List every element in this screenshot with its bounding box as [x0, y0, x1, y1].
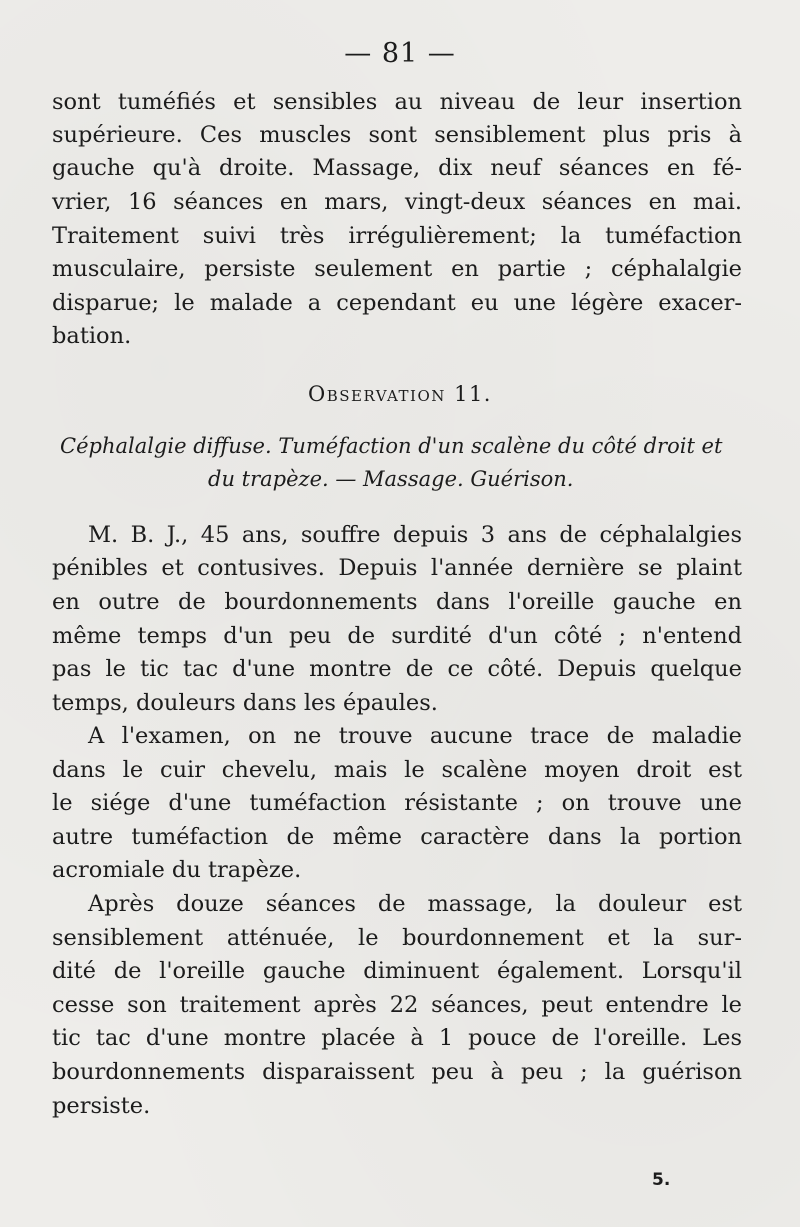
text-line: le siége d'une tuméfaction résistante ; on trouve une	[52, 790, 742, 816]
text-line: en outre de bourdonnements dans l'oreille gauche en	[52, 589, 742, 615]
text-line: tic tac d'une montre placée à 1 pouce de l'oreille. Les	[52, 1025, 742, 1051]
observation-subtitle-line: du trapèze. — Massage. Guérison.	[208, 467, 574, 491]
text-line: M. B. J., 45 ans, souffre depuis 3 ans de céphalalgies	[88, 522, 742, 548]
text-line: Traitement suivi très irrégulièrement; la tuméfaction	[52, 223, 742, 249]
text-line: dans le cuir chevelu, mais le scalène moyen droit est	[52, 757, 742, 783]
text-line: A l'examen, on ne trouve aucune trace de maladie	[88, 723, 742, 749]
text-line: sont tuméfiés et sensibles au niveau de leur insertion	[52, 89, 742, 115]
text-line: pénibles et contusives. Depuis l'année dernière se plaint	[52, 555, 742, 581]
text-line: supérieure. Ces muscles sont sensiblement plus pris à	[52, 122, 742, 148]
text-line: bation.	[52, 323, 132, 349]
observation-heading: Observation 11.	[308, 382, 492, 406]
text-line: persiste.	[52, 1093, 151, 1119]
text-line: cesse son traitement après 22 séances, peut entendre le	[52, 992, 742, 1018]
text-line: musculaire, persiste seulement en partie ; céphalalgie	[52, 256, 742, 282]
text-line: même temps d'un peu de surdité d'un côté ; n'entend	[52, 623, 742, 649]
text-line: Après douze séances de massage, la douleur est	[88, 891, 742, 917]
text-line: temps, douleurs dans les épaules.	[52, 690, 438, 716]
text-line: sensiblement atténuée, le bourdonnement et la sur-	[52, 925, 742, 951]
signature-mark: 5.	[652, 1170, 671, 1190]
text-line: acromiale du trapèze.	[52, 857, 302, 883]
text-line: disparue; le malade a cependant eu une légère exacer-	[52, 290, 742, 316]
text-line: dité de l'oreille gauche diminuent également. Lorsqu'il	[52, 958, 742, 984]
text-line: autre tuméfaction de même caractère dans la portion	[52, 824, 742, 850]
observation-subtitle-line: Céphalalgie diffuse. Tuméfaction d'un scalène du côté droit et	[60, 434, 723, 458]
text-line: pas le tic tac d'une montre de ce côté. Depuis quelque	[52, 656, 742, 682]
text-line: gauche qu'à droite. Massage, dix neuf séances en fé-	[52, 155, 742, 181]
text-line: bourdonnements disparaissent peu à peu ; la guérison	[52, 1059, 742, 1085]
page-number: — 81 —	[344, 38, 456, 69]
text-line: vrier, 16 séances en mars, vingt-deux séances en mai.	[52, 189, 742, 215]
